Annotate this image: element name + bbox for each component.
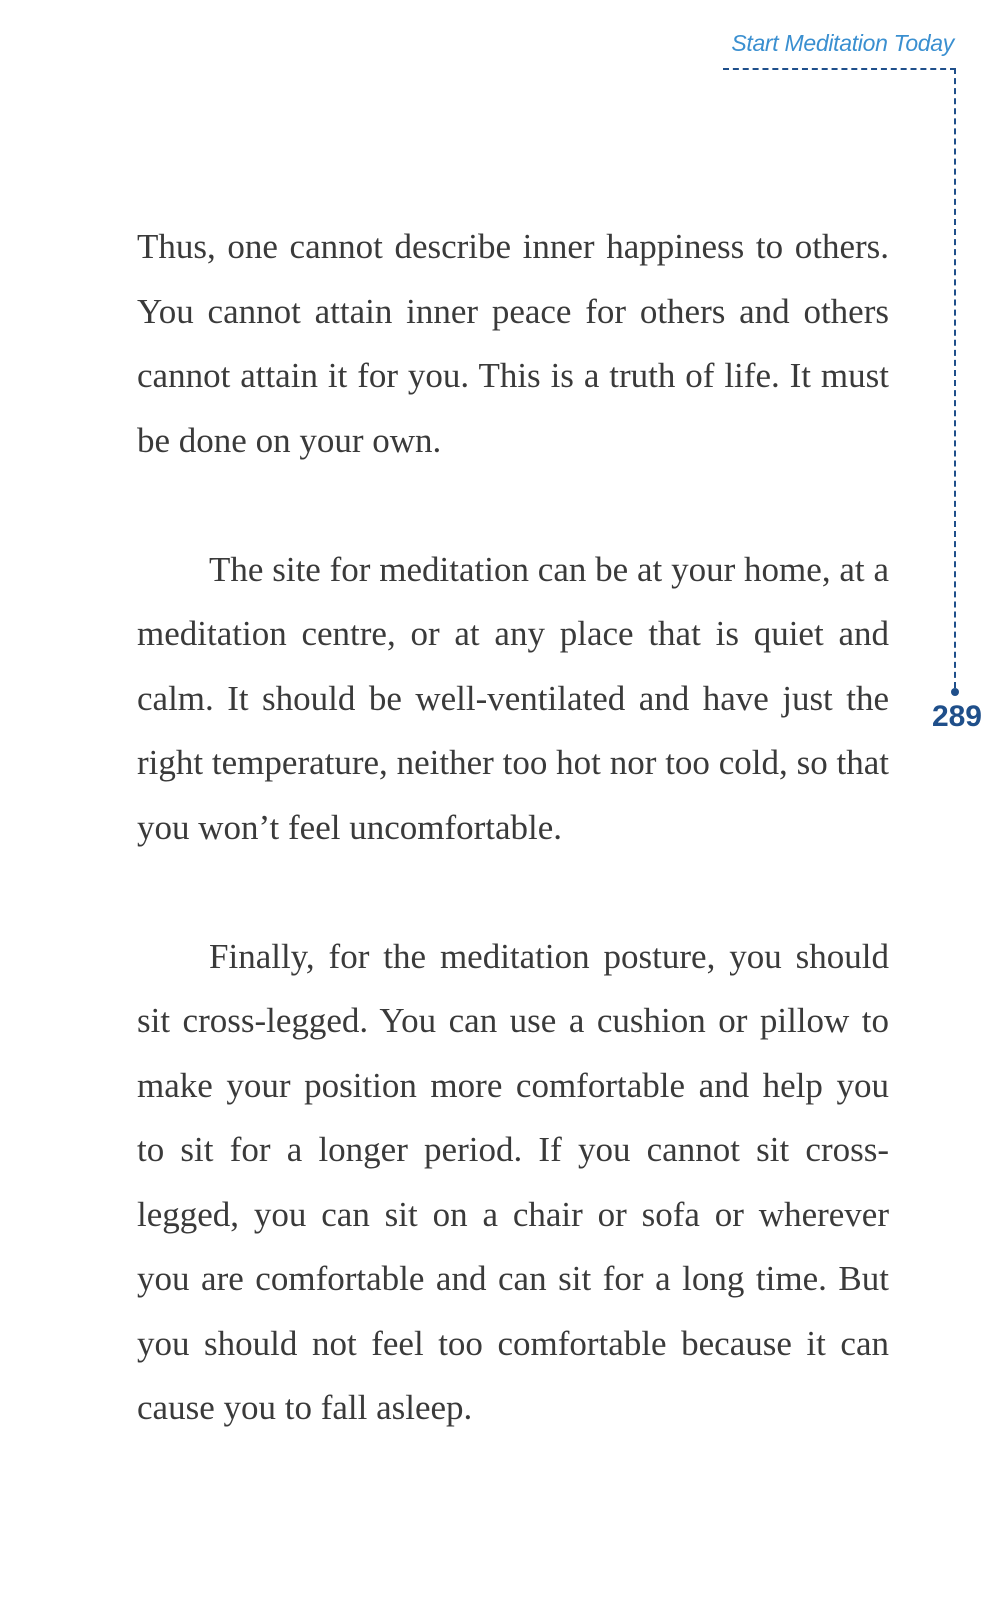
- side-dashed-rule: [954, 68, 956, 688]
- paragraph-3: Finally, for the meditation posture, you should sit cross-legged. You can use a cushion or pillow to make your position more comfortable and help you to sit for a longer period. If you cannot sit cross-legged, you can sit on a chair or sofa or wherever you are comfortable and can sit for a long time. But you should not feel too comfortable because it can cause you to fall asleep.: [137, 936, 889, 1427]
- header-dashed-rule: [723, 68, 956, 70]
- running-header-title: Start Meditation Today: [731, 30, 954, 56]
- paragraph-2: The site for meditation can be at your home, at a meditation centre, or at any place that is quiet and calm. It should be well-ventilated and have just the right temperature, neither too hot nor too cold, so that you won’t feel uncomfortable.: [137, 549, 889, 847]
- body-text: [137, 215, 889, 1505]
- rule-end-dot: [951, 688, 959, 696]
- page-number: 289: [931, 700, 982, 733]
- paragraph-1: Thus, one cannot describe inner happiness to others. You cannot attain inner peace for others and others cannot attain it for you. This is a truth of life. It must be done on your own.: [137, 227, 889, 460]
